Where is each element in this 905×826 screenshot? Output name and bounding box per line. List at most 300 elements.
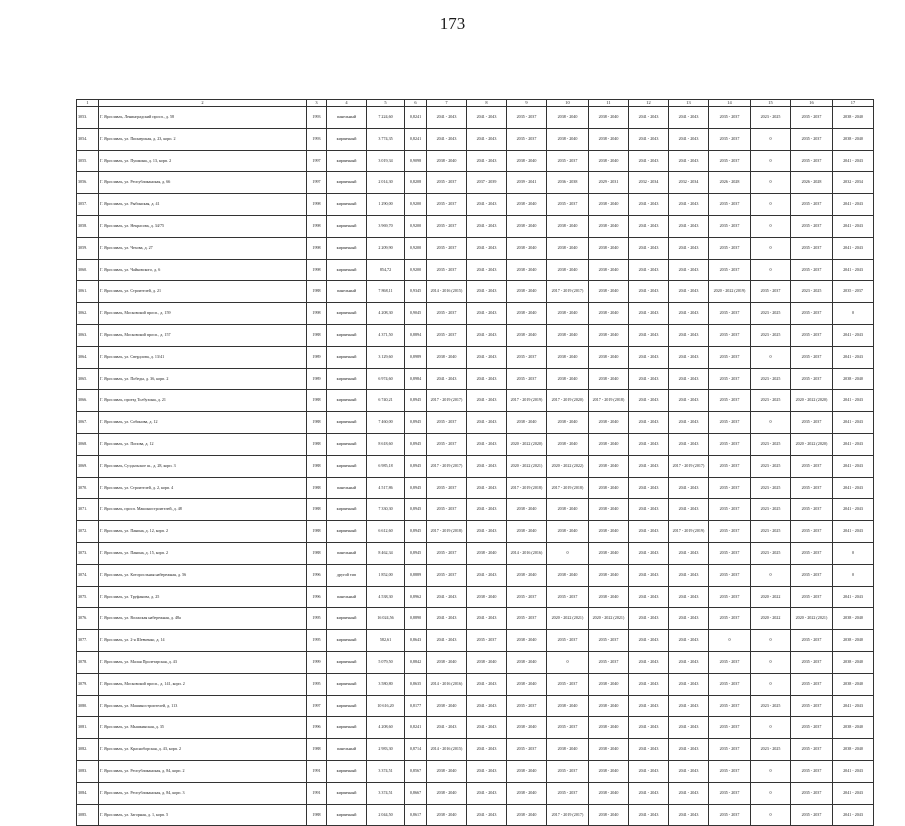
table-cell: 2041 - 2043: [833, 346, 874, 368]
table-cell: 2035 - 2037: [427, 499, 467, 521]
table-cell: 2041 - 2043: [629, 107, 669, 129]
table-cell: 2020 - 2022 (2021): [547, 608, 589, 630]
table-cell: 3084.: [77, 782, 99, 804]
table-cell: 7 868,11: [367, 281, 405, 303]
table-cell: 2041 - 2043: [833, 477, 874, 499]
table-cell: 2035 - 2037: [791, 303, 833, 325]
table-cell: 1995: [307, 673, 327, 695]
address-cell: Г. Ярославль, ул. Загорная, д. 1, корп. 5: [99, 804, 307, 826]
table-cell: 1 290,00: [367, 194, 405, 216]
table-cell: 0,8945: [405, 433, 427, 455]
table-cell: 2038 - 2040: [589, 673, 629, 695]
table-cell: 2035 - 2037: [709, 717, 751, 739]
table-cell: 0,8945: [405, 477, 427, 499]
table-cell: 2035 - 2037: [427, 324, 467, 346]
table-cell: 2038 - 2040: [507, 782, 547, 804]
column-number-cell: 6: [405, 100, 427, 107]
table-cell: 2041 - 2043: [669, 564, 709, 586]
table-cell: 2041 - 2043: [629, 804, 669, 826]
table-cell: 2041 - 2043: [467, 324, 507, 346]
table-cell: 2035 - 2037: [709, 477, 751, 499]
table-cell: 2 983,30: [367, 739, 405, 761]
table-cell: 1988: [307, 433, 327, 455]
address-cell: Г. Ярославль, проезд Толбухина, д. 21: [99, 390, 307, 412]
table-cell: 2020 - 2022 (2020): [507, 433, 547, 455]
table-row: [77, 499, 874, 521]
table-cell: 2017 - 2019 (2020): [547, 390, 589, 412]
table-cell: 6 612,60: [367, 521, 405, 543]
table-cell: 2035 - 2037: [791, 804, 833, 826]
table-cell: 2035 - 2037: [507, 695, 547, 717]
table-cell: 2041 - 2043: [669, 237, 709, 259]
table-cell: 0,8617: [405, 804, 427, 826]
table-cell: 1988: [307, 455, 327, 477]
table-cell: 2038 - 2040: [833, 608, 874, 630]
table-cell: кирпичный: [327, 172, 367, 194]
table-cell: 2041 - 2043: [833, 259, 874, 281]
table-cell: 2041 - 2043: [629, 368, 669, 390]
address-cell: Г. Ярославль, ул. Свердлова, д. 13/41: [99, 346, 307, 368]
table-cell: 2038 - 2040: [589, 237, 629, 259]
table-cell: 2041 - 2043: [629, 782, 669, 804]
table-cell: 2017 - 2019 (2017): [427, 390, 467, 412]
table-cell: 2 209,90: [367, 237, 405, 259]
address-cell: Г. Ярославль, ул. Строителей, д. 21: [99, 281, 307, 303]
address-cell: Г. Ярославль, ул. Некрасова, д. 34/75: [99, 215, 307, 237]
table-cell: 2041 - 2043: [467, 739, 507, 761]
table-cell: 2035 - 2037: [427, 303, 467, 325]
table-cell: 2041 - 2043: [669, 717, 709, 739]
table-row: [77, 128, 874, 150]
column-number-cell: 15: [751, 100, 791, 107]
table-cell: 2041 - 2043: [629, 760, 669, 782]
table-cell: 0,8635: [405, 673, 427, 695]
column-number-cell: 9: [507, 100, 547, 107]
table-cell: 2041 - 2043: [833, 390, 874, 412]
table-cell: 2035 - 2037: [833, 281, 874, 303]
table-cell: 0,8567: [405, 760, 427, 782]
table-cell: 0,8945: [405, 499, 427, 521]
table-cell: 0,8241: [405, 128, 427, 150]
table-cell: 7 224,60: [367, 107, 405, 129]
table-cell: 2038 - 2040: [507, 717, 547, 739]
table-cell: 2 014,30: [367, 172, 405, 194]
table-row: [77, 760, 874, 782]
table-cell: 1998: [307, 215, 327, 237]
table-cell: 3068.: [77, 433, 99, 455]
table-cell: кирпичный: [327, 695, 367, 717]
column-number-cell: 16: [791, 100, 833, 107]
table-cell: 0,8945: [405, 455, 427, 477]
column-number-cell: 14: [709, 100, 751, 107]
table-cell: 2041 - 2043: [629, 390, 669, 412]
table-cell: 2038 - 2040: [833, 651, 874, 673]
address-cell: Г. Ярославль, ул. Красноборская, д. 43, корп. 2: [99, 739, 307, 761]
table-cell: 2035 - 2037: [709, 586, 751, 608]
table-cell: 2041 - 2043: [629, 586, 669, 608]
table-cell: кирпичный: [327, 782, 367, 804]
table-cell: панельный: [327, 107, 367, 129]
table-cell: 2041 - 2043: [833, 586, 874, 608]
table-cell: 1996: [307, 717, 327, 739]
table-cell: 1993: [307, 128, 327, 150]
table-cell: 0,9200: [405, 259, 427, 281]
table-cell: 2014 - 2016 (2015): [427, 739, 467, 761]
table-cell: 2035 - 2037: [427, 172, 467, 194]
table-cell: 2041 - 2043: [467, 281, 507, 303]
address-cell: Г. Ярославль, ул. Республиканская, д. 66: [99, 172, 307, 194]
column-number-cell: 1: [77, 100, 99, 107]
table-cell: 2017 - 2019 (2019): [507, 390, 547, 412]
table-cell: 2035 - 2037: [791, 412, 833, 434]
table-cell: 2041 - 2043: [629, 521, 669, 543]
table-cell: 2020 - 2022 (2020): [791, 390, 833, 412]
table-cell: 2041 - 2043: [467, 477, 507, 499]
table-cell: 2038 - 2040: [589, 324, 629, 346]
table-cell: 2020 - 2022: [751, 586, 791, 608]
table-cell: 2041 - 2043: [669, 695, 709, 717]
table-cell: 2041 - 2043: [467, 303, 507, 325]
table-cell: 2037 - 2039: [467, 172, 507, 194]
column-number-row: [77, 100, 874, 107]
table-cell: 2017 - 2019 (2018): [427, 521, 467, 543]
table-cell: 2035 - 2037: [507, 128, 547, 150]
table-cell: 2038 - 2040: [589, 128, 629, 150]
table-row: [77, 564, 874, 586]
table-cell: 2041 - 2043: [669, 651, 709, 673]
address-cell: Г. Ярославль, ул. Республиканская, д. 84, корп. 3: [99, 782, 307, 804]
table-cell: кирпичный: [327, 608, 367, 630]
table-cell: 2023 - 2025: [751, 739, 791, 761]
table-cell: кирпичный: [327, 194, 367, 216]
table-cell: 0,9200: [405, 215, 427, 237]
table-cell: 2041 - 2043: [833, 455, 874, 477]
table-cell: 2038 - 2040: [507, 630, 547, 652]
table-cell: 1991: [307, 760, 327, 782]
table-cell: 6 740,21: [367, 390, 405, 412]
table-cell: 1998: [307, 194, 327, 216]
table-cell: 2035 - 2037: [709, 128, 751, 150]
table-cell: 2038 - 2040: [547, 107, 589, 129]
table-cell: 2038 - 2040: [589, 303, 629, 325]
table-cell: 2017 - 2019 (2019): [669, 521, 709, 543]
table-cell: 0,8945: [405, 412, 427, 434]
address-cell: Г. Ярославль, ул. Собинова, д. 12: [99, 412, 307, 434]
table-row: [77, 586, 874, 608]
table-cell: 2041 - 2043: [629, 695, 669, 717]
table-cell: 4 208,30: [367, 303, 405, 325]
table-cell: 2038 - 2040: [547, 346, 589, 368]
table-cell: 2035 - 2037: [507, 107, 547, 129]
table-row: [77, 346, 874, 368]
table-cell: 2035 - 2037: [791, 651, 833, 673]
table-cell: 2039 - 2041: [507, 172, 547, 194]
table-cell: 2041 - 2043: [669, 782, 709, 804]
table-cell: 2041 - 2043: [669, 128, 709, 150]
table-cell: 2041 - 2043: [629, 215, 669, 237]
table-cell: 0,8889: [405, 564, 427, 586]
table-cell: 2041 - 2043: [669, 433, 709, 455]
table-cell: 2020 - 2022 (2021): [507, 455, 547, 477]
table-cell: 2035 - 2037: [427, 215, 467, 237]
table-cell: 2041 - 2043: [629, 499, 669, 521]
table-cell: 2041 - 2043: [427, 368, 467, 390]
table-cell: 2035 - 2037: [791, 760, 833, 782]
table-cell: 0: [751, 150, 791, 172]
table-cell: 2041 - 2043: [669, 107, 709, 129]
column-number-cell: 5: [367, 100, 405, 107]
address-cell: Г. Ярославль, просп. Машиностроителей, д. 48: [99, 499, 307, 521]
table-cell: 2038 - 2040: [589, 259, 629, 281]
table-cell: 2020 - 2022 (2022): [547, 455, 589, 477]
table-cell: 2038 - 2040: [507, 499, 547, 521]
table-cell: 2038 - 2040: [589, 455, 629, 477]
table-cell: 2035 - 2037: [507, 346, 547, 368]
table-cell: 2041 - 2043: [427, 717, 467, 739]
table-cell: 2041 - 2043: [427, 608, 467, 630]
table-cell: 2035 - 2037: [709, 542, 751, 564]
table-row: [77, 521, 874, 543]
table-cell: 2035 - 2037: [547, 630, 589, 652]
table-cell: 0: [751, 194, 791, 216]
table-cell: 2035 - 2037: [709, 695, 751, 717]
table-cell: панельный: [327, 542, 367, 564]
table-cell: 2038 - 2040: [427, 782, 467, 804]
table-cell: 0: [751, 237, 791, 259]
table-cell: кирпичный: [327, 346, 367, 368]
table-cell: 2035 - 2037: [467, 630, 507, 652]
table-cell: 2041 - 2043: [833, 695, 874, 717]
table-cell: 0,9200: [405, 237, 427, 259]
table-cell: 2038 - 2040: [547, 324, 589, 346]
table-cell: 0,9098: [405, 150, 427, 172]
table-cell: 0: [751, 717, 791, 739]
table-cell: 854,72: [367, 259, 405, 281]
table-cell: 2041 - 2043: [629, 739, 669, 761]
table-cell: 2041 - 2043: [629, 477, 669, 499]
table-cell: 0,8667: [405, 782, 427, 804]
table-cell: 3058.: [77, 215, 99, 237]
table-cell: 1988: [307, 739, 327, 761]
table-cell: 2041 - 2043: [833, 150, 874, 172]
table-cell: 2020 - 2022 (2020): [791, 433, 833, 455]
table-cell: 2041 - 2043: [467, 128, 507, 150]
table-cell: 2041 - 2043: [669, 259, 709, 281]
table-cell: 0,8208: [405, 172, 427, 194]
table-cell: 2041 - 2043: [669, 673, 709, 695]
table-cell: 2041 - 2043: [629, 673, 669, 695]
table-cell: 0,8241: [405, 717, 427, 739]
table-cell: 3063.: [77, 324, 99, 346]
table-cell: 0: [751, 172, 791, 194]
table-cell: 2017 - 2019 (2018): [547, 477, 589, 499]
table-row: [77, 739, 874, 761]
table-cell: 2035 - 2037: [427, 237, 467, 259]
table-cell: кирпичный: [327, 521, 367, 543]
table-cell: 2041 - 2043: [833, 194, 874, 216]
table-cell: 2041 - 2043: [467, 346, 507, 368]
table-cell: 0,8842: [405, 651, 427, 673]
table-cell: 2017 - 2019 (2017): [547, 804, 589, 826]
table-row: [77, 259, 874, 281]
column-number-cell: 13: [669, 100, 709, 107]
table-cell: кирпичный: [327, 455, 367, 477]
table-cell: 2038 - 2040: [833, 717, 874, 739]
table-cell: 2041 - 2043: [629, 542, 669, 564]
table-cell: 2035 - 2037: [709, 107, 751, 129]
table-cell: 2041 - 2043: [467, 564, 507, 586]
table-cell: 0,8177: [405, 695, 427, 717]
table-cell: 2038 - 2040: [507, 150, 547, 172]
table-cell: 2041 - 2043: [669, 412, 709, 434]
table-cell: 2038 - 2040: [589, 194, 629, 216]
table-cell: 2038 - 2040: [589, 368, 629, 390]
table-cell: 2038 - 2040: [507, 303, 547, 325]
column-number-cell: 17: [833, 100, 874, 107]
table-cell: 2038 - 2040: [507, 651, 547, 673]
table-cell: 2038 - 2040: [589, 586, 629, 608]
table-cell: панельный: [327, 281, 367, 303]
table-cell: 2035 - 2037: [427, 259, 467, 281]
table-cell: 2038 - 2040: [507, 259, 547, 281]
table-cell: 4 538,30: [367, 586, 405, 608]
address-cell: Г. Ярославль, ул. Рыбинская, д. 41: [99, 194, 307, 216]
column-number-cell: 8: [467, 100, 507, 107]
table-cell: 2023 - 2025: [751, 303, 791, 325]
table-cell: 2035 - 2037: [709, 760, 751, 782]
address-cell: Г. Ярославль, ул. Которосльная набережная, д. 56: [99, 564, 307, 586]
table-cell: 2038 - 2040: [467, 586, 507, 608]
table-cell: 2038 - 2040: [589, 717, 629, 739]
table-cell: 2035 - 2037: [791, 259, 833, 281]
capital-repair-schedule-table: [76, 99, 874, 826]
table-cell: 0: [751, 782, 791, 804]
table-cell: 2035 - 2037: [709, 804, 751, 826]
column-number-cell: 2: [99, 100, 307, 107]
table-cell: 1988: [307, 521, 327, 543]
table-cell: 582,61: [367, 630, 405, 652]
table-cell: 1997: [307, 172, 327, 194]
table-cell: кирпичный: [327, 150, 367, 172]
table-cell: 4 208,60: [367, 717, 405, 739]
table-cell: 2041 - 2043: [467, 368, 507, 390]
table-cell: 3073.: [77, 542, 99, 564]
table-row: [77, 215, 874, 237]
table-cell: 2035 - 2037: [589, 651, 629, 673]
table-cell: 2035 - 2037: [791, 673, 833, 695]
table-cell: 2041 - 2043: [467, 259, 507, 281]
table-cell: 0: [751, 412, 791, 434]
table-cell: 0: [709, 630, 751, 652]
table-cell: кирпичный: [327, 717, 367, 739]
table-cell: 2038 - 2040: [547, 237, 589, 259]
table-cell: 2035 - 2037: [791, 695, 833, 717]
table-cell: 2035 - 2037: [709, 368, 751, 390]
table-cell: 1988: [307, 390, 327, 412]
table-cell: 2038 - 2040: [507, 521, 547, 543]
table-cell: 2035 - 2037: [547, 673, 589, 695]
table-cell: 3083.: [77, 760, 99, 782]
column-number-cell: 7: [427, 100, 467, 107]
table-cell: 2038 - 2040: [547, 739, 589, 761]
table-cell: 2041 - 2043: [833, 804, 874, 826]
table-cell: 0,8241: [405, 107, 427, 129]
table-cell: 1988: [307, 281, 327, 303]
table-cell: 2035 - 2037: [427, 412, 467, 434]
table-row: [77, 433, 874, 455]
table-cell: 2035 - 2037: [709, 782, 751, 804]
table-row: [77, 412, 874, 434]
table-cell: 2017 - 2019 (2018): [507, 477, 547, 499]
table-cell: 2035 - 2037: [791, 194, 833, 216]
table-cell: 2032 - 2034: [669, 172, 709, 194]
table-cell: 2038 - 2040: [547, 499, 589, 521]
table-cell: 2038 - 2040: [589, 346, 629, 368]
table-cell: 2035 - 2037: [427, 477, 467, 499]
table-row: [77, 608, 874, 630]
table-cell: 2038 - 2040: [589, 107, 629, 129]
table-cell: 3066.: [77, 390, 99, 412]
table-cell: 2041 - 2043: [669, 477, 709, 499]
table-cell: 2038 - 2040: [833, 368, 874, 390]
table-cell: кирпичный: [327, 760, 367, 782]
address-cell: Г. Ярославль, ул. Труфанова, д. 25: [99, 586, 307, 608]
table-cell: 2035 - 2037: [709, 324, 751, 346]
table-cell: 2035 - 2037: [791, 717, 833, 739]
address-cell: Г. Ярославль, ул. Пионерская, д. 23, корп. 2: [99, 128, 307, 150]
table-cell: 2035 - 2037: [547, 194, 589, 216]
table-cell: 2041 - 2043: [833, 237, 874, 259]
table-cell: 3072.: [77, 521, 99, 543]
table-row: [77, 651, 874, 673]
table-cell: 1998: [307, 303, 327, 325]
table-cell: 2035 - 2037: [791, 128, 833, 150]
table-cell: 2035 - 2037: [709, 150, 751, 172]
table-cell: 2017 - 2019 (2017): [427, 455, 467, 477]
table-cell: 2038 - 2040: [467, 651, 507, 673]
table-cell: 2035 - 2037: [709, 390, 751, 412]
table-cell: 2036 - 2038: [547, 172, 589, 194]
table-cell: 2041 - 2043: [833, 521, 874, 543]
table-cell: 2041 - 2043: [467, 194, 507, 216]
table-cell: 2038 - 2040: [833, 739, 874, 761]
page-number: 173: [439, 14, 466, 33]
table-cell: 2041 - 2043: [629, 128, 669, 150]
address-cell: Г. Ярославль, Ленинградский просп., д. 58: [99, 107, 307, 129]
table-row: [77, 390, 874, 412]
table-cell: 3053.: [77, 107, 99, 129]
table-cell: 2041 - 2043: [669, 630, 709, 652]
table-cell: 2035 - 2037: [709, 412, 751, 434]
table-cell: 2029 - 2031: [589, 172, 629, 194]
table-cell: 2041 - 2043: [467, 521, 507, 543]
table-cell: 2038 - 2040: [589, 521, 629, 543]
column-number-cell: 3: [307, 100, 327, 107]
table-cell: 0,8894: [405, 324, 427, 346]
table-cell: 2035 - 2037: [791, 521, 833, 543]
table-cell: 2041 - 2043: [669, 324, 709, 346]
table-cell: 2038 - 2040: [507, 194, 547, 216]
table-cell: 2038 - 2040: [547, 368, 589, 390]
table-cell: 2035 - 2037: [709, 259, 751, 281]
table-row: [77, 804, 874, 826]
table-cell: 2035 - 2037: [791, 324, 833, 346]
table-cell: 2035 - 2037: [507, 739, 547, 761]
table-cell: 1988: [307, 542, 327, 564]
table-cell: 2017 - 2019 (2017): [669, 455, 709, 477]
table-cell: 2038 - 2040: [507, 281, 547, 303]
table-cell: 10 616,20: [367, 695, 405, 717]
